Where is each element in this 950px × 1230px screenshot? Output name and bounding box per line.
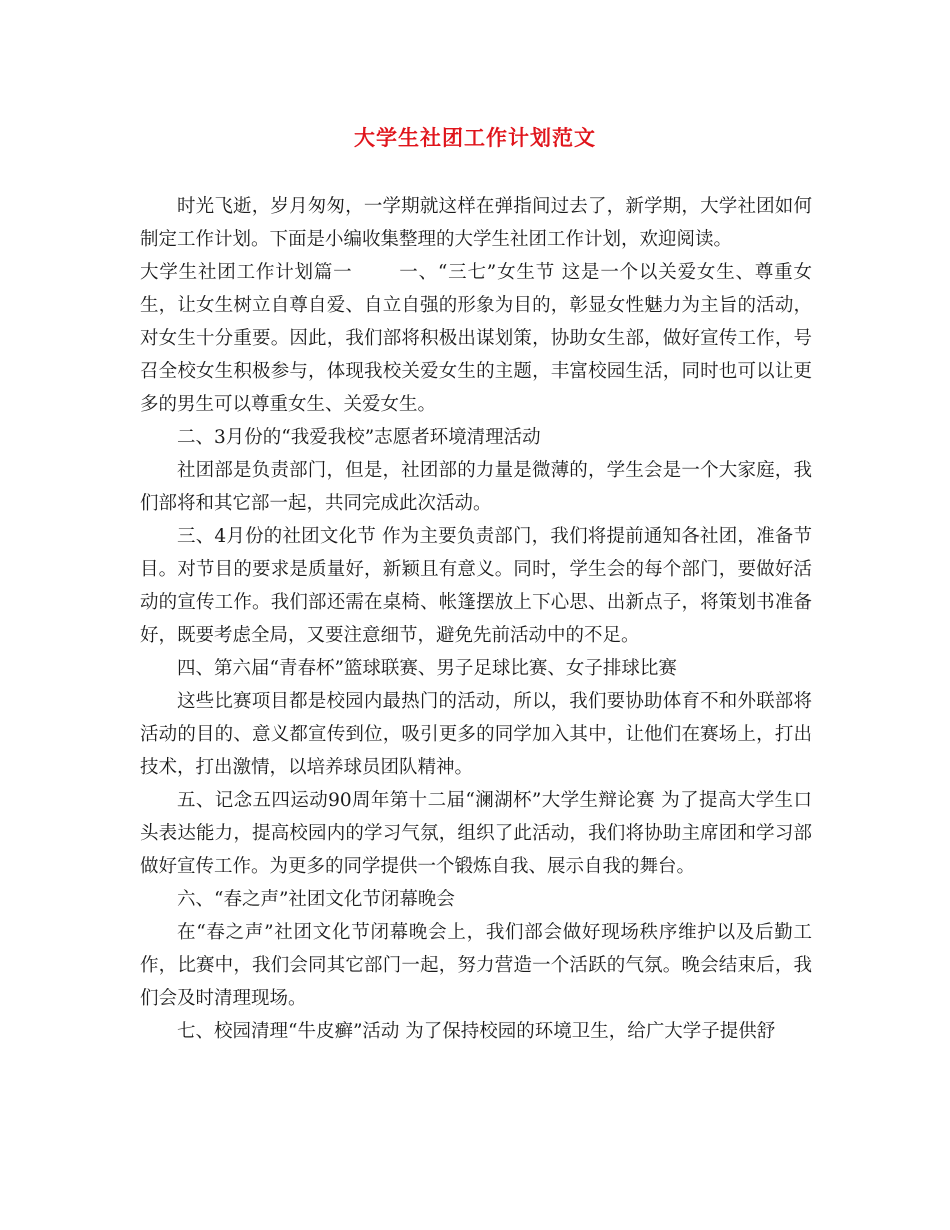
intro-paragraph: 时光飞逝，岁月匆匆，一学期就这样在弹指间过去了，新学期，大学社团如何制定工作计划。下面是小编收集整理的大学生社团工作计划，欢迎阅读。 (140, 196, 812, 250)
section-heading: 大学生社团工作计划篇一 (140, 262, 353, 283)
document-title: 大学生社团工作计划范文 (354, 126, 596, 150)
item-4-paragraph: 这些比赛项目都是校园内最热门的活动，所以，我们要协助体育不和外联部将活动的目的、意义都宣传到位，吸引更多的同学加入其中，让他们在赛场上，打出技术，打出激情，以培养球员团队精神。 (140, 691, 812, 778)
item-2-heading: 二、3月份的“我爱我校”志愿者环境清理活动 (177, 427, 541, 448)
document-body (140, 190, 812, 1048)
item-2-paragraph: 社团部是负责部门，但是，社团部的力量是微薄的，学生会是一个大家庭，我们部将和其它部一起，共同完成此次活动。 (140, 460, 812, 514)
item-1-paragraph: 一、“三七”女生节 这是一个以关爱女生、尊重女生，让女生树立自尊自爱、自立自强的形象为目的，彰显女性魅力为主旨的活动，对女生十分重要。因此，我们部将积极出谋划策，协助女生部，做好宣传工作，号召全校女生积极参与，体现我校关爱女生的主题，丰富校园生活，同时也可以让更多的男生可以尊重女生、关爱女生。 (140, 262, 812, 415)
item-5-paragraph: 五、记念五四运动90周年第十二届“澜湖杯”大学生辩论赛 为了提高大学生口头表达能力，提高校园内的学习气氛，组织了此活动，我们将协助主席团和学习部做好宣传工作。为更多的同学提供一个锻炼自我、展示自我的舞台。 (140, 790, 812, 877)
section-paragraph (140, 256, 812, 421)
item-6-heading: 六、“春之声”社团文化节闭幕晚会 (177, 889, 455, 910)
item-6-paragraph: 在“春之声”社团文化节闭幕晚会上，我们部会做好现场秩序维护以及后勤工作，比赛中，我们会同其它部门一起，努力营造一个活跃的气氛。晚会结束后，我们会及时清理现场。 (140, 922, 812, 1009)
item-4-heading: 四、第六届“青春杯”篮球联赛、男子足球比赛、女子排球比赛 (177, 658, 677, 679)
item-3-paragraph: 三、4月份的社团文化节 作为主要负责部门，我们将提前通知各社团，准备节目。对节目的要求是质量好，新颖且有意义。同时，学生会的每个部门，要做好活动的宣传工作。我们部还需在桌椅、帐篷摆放上下心思、出新点子，将策划书准备好，既要考虑全局，又要注意细节，避免先前活动中的不足。 (140, 526, 812, 646)
item-7-paragraph: 七、校园清理“牛皮癣”活动 为了保持校园的环境卫生，给广大学子提供舒 (177, 1021, 776, 1042)
